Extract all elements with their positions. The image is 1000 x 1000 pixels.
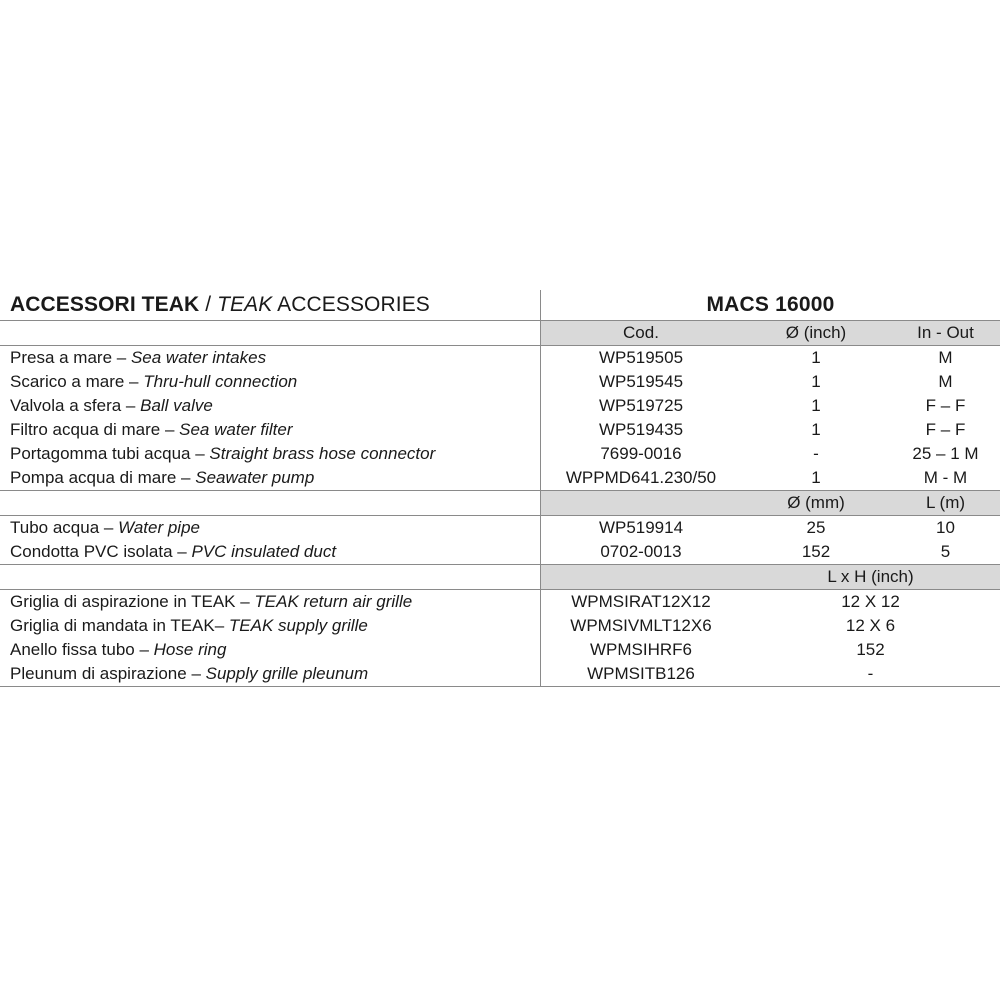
desc-english: Sea water filter: [179, 420, 293, 439]
row-in-out: F – F: [925, 396, 966, 415]
desc-italian: Scarico a mare: [10, 372, 125, 391]
row-dimensions: 12 X 6: [845, 616, 896, 635]
desc-italian: Tubo acqua: [10, 518, 100, 537]
col-dimensions: L x H (inch): [741, 565, 1000, 589]
model-title: MACS 16000: [706, 293, 835, 316]
desc-separator: –: [186, 664, 206, 683]
desc-italian: Pleunum di aspirazione: [10, 664, 187, 683]
desc-italian: Portagomma tubi acqua: [10, 444, 191, 463]
accessories-table: [0, 290, 1000, 687]
desc-english: TEAK supply grille: [228, 616, 368, 635]
title-italian: ACCESSORI TEAK: [10, 293, 200, 316]
row-dimensions: 152: [856, 640, 885, 659]
row-description: [0, 614, 541, 638]
row-description: Condotta PVC isolata – PVC insulated duct: [0, 540, 541, 564]
desc-english: Water pipe: [118, 518, 200, 537]
row-length: 5: [940, 542, 951, 561]
col-in-out: In - Out: [891, 321, 1000, 345]
row-code: WP519505: [598, 348, 684, 367]
row-dimensions: -: [867, 664, 874, 683]
row-code: 7699-0016: [600, 444, 682, 463]
section3-subheader: [0, 565, 1000, 590]
col-diameter-inch: Ø (inch): [741, 321, 891, 345]
row-diameter: -: [813, 444, 819, 463]
desc-italian: Filtro acqua di mare: [10, 420, 161, 439]
table-row: [0, 662, 1000, 687]
row-code: WP519435: [598, 420, 684, 439]
row-diameter: 1: [811, 372, 821, 391]
desc-separator: –: [235, 592, 255, 611]
row-diameter: 1: [811, 348, 821, 367]
row-in-out: M: [938, 348, 953, 367]
desc-english: PVC insulated duct: [191, 542, 337, 561]
row-description: Pompa acqua di mare – Seawater pump: [0, 466, 541, 490]
row-diameter: 25: [806, 518, 826, 537]
section1-subheader: [0, 321, 1000, 346]
subheader-blank: [0, 565, 541, 589]
col-blank: [541, 491, 741, 515]
desc-english: TEAK return air grille: [254, 592, 413, 611]
desc-italian: Valvola a sfera: [10, 396, 122, 415]
row-in-out: M - M: [923, 468, 968, 487]
desc-italian: Condotta PVC isolata: [10, 542, 173, 561]
row-description: Portagomma tubi acqua – Straight brass hose connector: [0, 442, 541, 466]
desc-english: Straight brass hose connector: [209, 444, 436, 463]
section-title: [0, 290, 541, 320]
title-separator: /: [199, 293, 218, 316]
desc-italian: Presa a mare: [10, 348, 113, 367]
row-description: Presa a mare – Sea water intakes: [0, 346, 541, 370]
desc-english: Ball valve: [140, 396, 213, 415]
row-code: WPMSIRAT12X12: [571, 592, 711, 611]
table-row: [0, 516, 1000, 540]
table-row: [0, 614, 1000, 638]
section2-subheader: [0, 491, 1000, 516]
table-row: [0, 418, 1000, 442]
row-in-out: M: [938, 372, 953, 391]
col-blank: [541, 565, 741, 589]
table-row: [0, 394, 1000, 418]
row-description: [0, 638, 541, 662]
col-length: L (m): [891, 491, 1000, 515]
table-row: [0, 590, 1000, 614]
table-row: [0, 370, 1000, 394]
title-english-rest: ACCESSORIES: [272, 293, 430, 316]
desc-english: Sea water intakes: [130, 348, 267, 367]
subheader-blank: [0, 321, 541, 345]
row-description: Filtro acqua di mare – Sea water filter: [0, 418, 541, 442]
row-description: [0, 590, 541, 614]
row-diameter: 152: [801, 542, 831, 561]
col-code: Cod.: [541, 321, 741, 345]
row-code: WPPMD641.230/50: [565, 468, 717, 487]
row-in-out: F – F: [925, 420, 966, 439]
row-description: Tubo acqua – Water pipe: [0, 516, 541, 540]
table-row: [0, 466, 1000, 491]
desc-italian: Griglia di mandata in TEAK: [10, 616, 215, 635]
row-in-out: 25 – 1 M: [912, 444, 979, 463]
row-code: 0702-0013: [600, 542, 682, 561]
desc-separator: –: [134, 640, 154, 659]
row-code: WPMSIVMLT12X6: [570, 616, 712, 635]
row-code: WP519914: [598, 518, 684, 537]
desc-english: Supply grille pleunum: [205, 664, 369, 683]
row-description: Scarico a mare – Thru-hull connection: [0, 370, 541, 394]
col-diameter-mm: Ø (mm): [741, 491, 891, 515]
row-code: WPMSITB126: [587, 664, 695, 683]
row-diameter: 1: [811, 468, 821, 487]
table-row: [0, 442, 1000, 466]
subheader-blank: [0, 491, 541, 515]
desc-separator: –: [214, 616, 229, 635]
table-row: [0, 346, 1000, 370]
desc-italian: Anello fissa tubo: [10, 640, 135, 659]
table-row: [0, 540, 1000, 565]
row-code: WPMSIHRF6: [590, 640, 692, 659]
desc-italian: Griglia di aspirazione in TEAK: [10, 592, 236, 611]
row-diameter: 1: [811, 420, 821, 439]
row-code: WP519725: [598, 396, 684, 415]
desc-italian: Pompa acqua di mare: [10, 468, 177, 487]
table-row: [0, 638, 1000, 662]
row-code: WP519545: [598, 372, 684, 391]
desc-english: Thru-hull connection: [143, 372, 298, 391]
row-description: Valvola a sfera – Ball valve: [0, 394, 541, 418]
row-length: 10: [936, 518, 955, 537]
desc-english: Seawater pump: [195, 468, 315, 487]
table-header: [0, 290, 1000, 321]
row-description: [0, 662, 541, 686]
desc-english: Hose ring: [153, 640, 227, 659]
title-english-italic: TEAK: [217, 293, 273, 316]
row-dimensions: 12 X 12: [841, 592, 900, 611]
row-diameter: 1: [811, 396, 821, 415]
